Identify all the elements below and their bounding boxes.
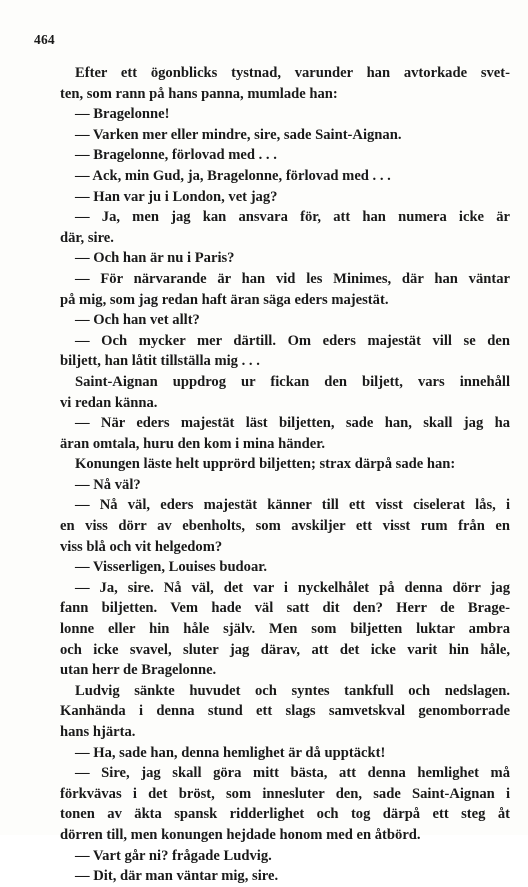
- paragraph: [60, 331, 510, 372]
- paragraph: [60, 681, 510, 743]
- text-line: — Nå väl?: [75, 476, 141, 493]
- paragraph: [60, 557, 510, 578]
- body-text: [60, 63, 510, 887]
- text-line: förkvävas i det bröst, som innesluter den, sade Saint-Aignan i: [60, 785, 510, 802]
- text-line: — Dit, där man väntar mig, sire.: [75, 868, 279, 885]
- text-line: fann biljetten. Vem hade väl satt dit den? Herr de Brage-: [60, 600, 510, 617]
- paragraph: [60, 846, 510, 867]
- text-line: och icke svavel, sluter jag därav, att det icke varit hin håle,: [60, 641, 510, 658]
- text-line: hans hjärta.: [60, 724, 136, 740]
- paragraph: [60, 207, 510, 248]
- text-line: lonne eller hin håle själv. Men som biljetten luktar ambra: [60, 621, 510, 638]
- paragraph: [60, 413, 510, 454]
- text-line: — Nå väl, eders majestät känner till ett visst ciselerat lås, i: [75, 497, 510, 514]
- text-line: — Bragelonne, förlovad med . . .: [75, 147, 277, 164]
- text-line: på mig, som jag redan haft äran säga eders majestät.: [60, 291, 389, 308]
- paragraph: [60, 166, 510, 187]
- text-line: — När eders majestät läst biljetten, sade han, skall jag ha: [75, 415, 510, 432]
- text-line: — Ha, sade han, denna hemlighet är då upptäckt!: [75, 744, 386, 761]
- text-line: tonen av äkta spansk ridderlighet och tog därpå ett steg åt: [60, 806, 510, 823]
- paragraph: [60, 578, 510, 681]
- paragraph: [60, 145, 510, 166]
- text-line: där, sire.: [60, 229, 114, 246]
- paragraph: [60, 63, 510, 104]
- text-line: — Och mycker mer därtill. Om eders majestät vill se den: [75, 332, 510, 349]
- text-line: utan herr de Bragelonne.: [60, 662, 217, 679]
- page-number: 464: [34, 32, 55, 47]
- text-line: — Han var ju i London, vet jag?: [75, 188, 278, 205]
- text-line: dörren till, men konungen hejdade honom med en åtbörd.: [60, 826, 421, 843]
- paragraph: [60, 372, 510, 413]
- paragraph: [60, 269, 510, 310]
- paragraph: [60, 187, 510, 208]
- text-line: — Ja, sire. Nå väl, det var i nyckelhålet på denna dörr jag: [75, 579, 510, 596]
- text-line: Saint-Aignan uppdrog ur fickan den biljett, vars innehåll: [75, 373, 510, 390]
- text-line: — Varken mer eller mindre, sire, sade Saint-Aignan.: [75, 126, 402, 143]
- text-line: Kanhända i denna stund ett slags samvetskval genomborrade: [60, 703, 510, 720]
- text-line: — Och han vet allt?: [75, 312, 200, 329]
- text-line: en viss dörr av ebenholts, som avskiljer ett visst rum från en: [60, 518, 510, 535]
- text-line: ten, som rann på hans panna, mumlade han:: [60, 85, 338, 102]
- text-line: biljett, han låtit tillställa mig . . .: [60, 353, 260, 370]
- text-line: — Visserligen, Louises budoar.: [75, 559, 268, 576]
- text-line: — Sire, jag skall göra mitt bästa, att denna hemlighet må: [75, 765, 510, 782]
- paragraph: [60, 743, 510, 764]
- text-line: — För närvarande är han vid les Minimes, där han väntar: [75, 270, 510, 287]
- paragraph: [60, 866, 510, 887]
- paragraph: [60, 104, 510, 125]
- text-line: vi redan känna.: [60, 394, 158, 411]
- text-line: — Och han är nu i Paris?: [75, 250, 235, 267]
- paragraph: [60, 125, 510, 146]
- paragraph: [60, 763, 510, 845]
- text-line: — Vart går ni? frågade Ludvig.: [75, 847, 272, 864]
- text-line: Ludvig sänkte huvudet och syntes tankfull och nedslagen.: [75, 682, 510, 699]
- paragraph: [60, 310, 510, 331]
- text-line: — Ack, min Gud, ja, Bragelonne, förlovad med . . .: [75, 167, 391, 184]
- text-line: Konungen läste helt upprörd biljetten; strax därpå sade han:: [75, 456, 456, 473]
- text-line: viss blå och vit helgedom?: [60, 538, 223, 555]
- paragraph: [60, 248, 510, 269]
- text-line: Efter ett ögonblicks tystnad, varunder han avtorkade svet-: [75, 65, 510, 81]
- paragraph: [60, 475, 510, 496]
- text-line: — Ja, men jag kan ansvara för, att han numera icke är: [75, 209, 510, 226]
- paragraph: [60, 454, 510, 475]
- text-line: äran omtala, huru den kom i mina händer.: [60, 435, 326, 452]
- paragraph: [60, 495, 510, 557]
- text-line: — Bragelonne!: [75, 106, 170, 123]
